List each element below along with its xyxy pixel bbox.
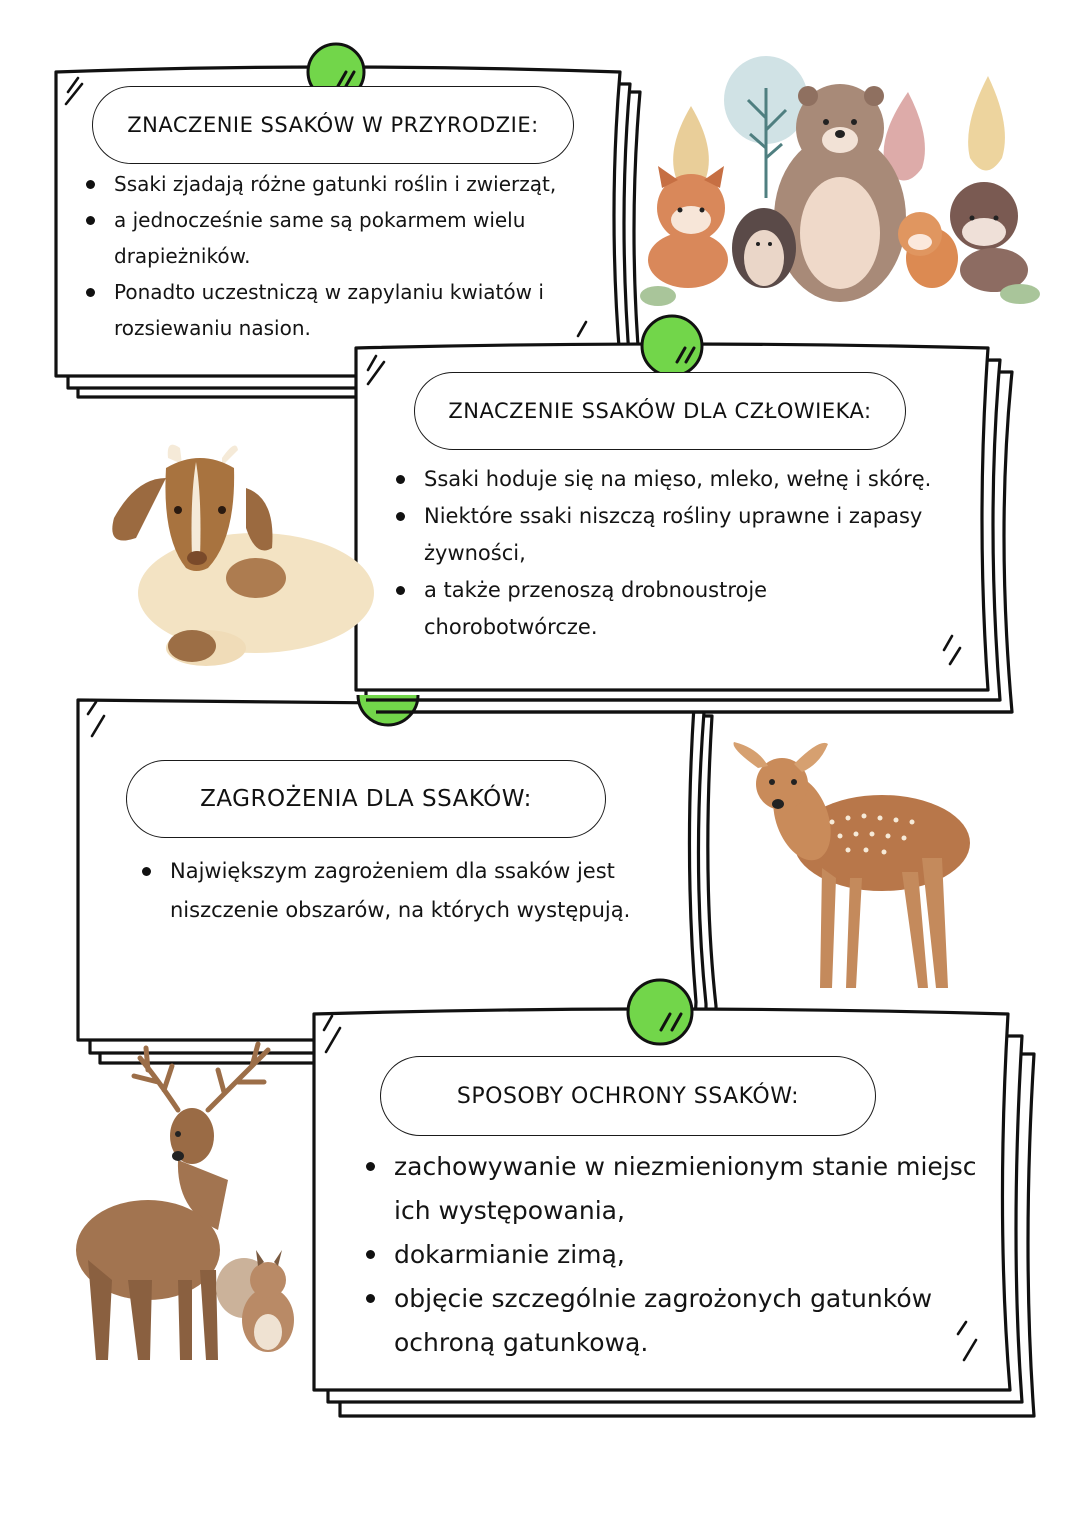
- bullet-item: Ssaki zjadają różne gatunki roślin i zwierząt,: [84, 166, 584, 202]
- card-human-title: ZNACZENIE SSAKÓW DLA CZŁOWIEKA:: [448, 399, 872, 423]
- bullet-item: a także przenoszą drobnoustroje chorobotwórcze.: [394, 572, 804, 646]
- card-human-title-pill: [414, 372, 906, 450]
- card-threats-title-pill: [126, 760, 606, 838]
- goat-kid-illustration: [96, 428, 386, 673]
- bullet-item: a jednocześnie same są pokarmem wielu drapieżników.: [84, 202, 554, 274]
- card-threats-title: ZAGROŻENIA DLA SSAKÓW:: [200, 786, 532, 812]
- bullet-item: Ssaki hoduje się na mięso, mleko, wełnę i skórę.: [394, 461, 954, 498]
- card-protection-title-pill: [380, 1056, 876, 1136]
- fawn-illustration: [722, 738, 982, 998]
- bullet-item: zachowywanie w niezmienionym stanie miejsc ich występowania,: [364, 1145, 984, 1233]
- bullet-item: Największym zagrożeniem dla ssaków jest niszczenie obszarów, na których występują.: [140, 852, 660, 930]
- card-nature-bullets: [84, 166, 584, 346]
- card-human-bullets: [394, 461, 954, 646]
- woodland-animals-group-illustration: [636, 48, 1046, 310]
- stag-and-squirrel-illustration: [68, 1030, 308, 1370]
- pin-protection: [628, 980, 692, 1044]
- bullet-item: Niektóre ssaki niszczą rośliny uprawne i zapasy żywności,: [394, 498, 944, 572]
- pin-human: [642, 316, 702, 376]
- card-protection-bullets: [364, 1145, 994, 1365]
- card-protection-title: SPOSOBY OCHRONY SSAKÓW:: [456, 1083, 800, 1109]
- card-threats-bullets: [140, 852, 670, 930]
- bullet-item: Ponadto uczestniczą w zapylaniu kwiatów i rozsiewaniu nasion.: [84, 274, 584, 346]
- card-nature-title-pill: [92, 86, 574, 164]
- bullet-item: objęcie szczególnie zagrożonych gatunków ochroną gatunkową.: [364, 1277, 954, 1365]
- card-nature-title: ZNACZENIE SSAKÓW W PRZYRODZIE:: [127, 113, 539, 137]
- bullet-item: dokarmianie zimą,: [364, 1233, 994, 1277]
